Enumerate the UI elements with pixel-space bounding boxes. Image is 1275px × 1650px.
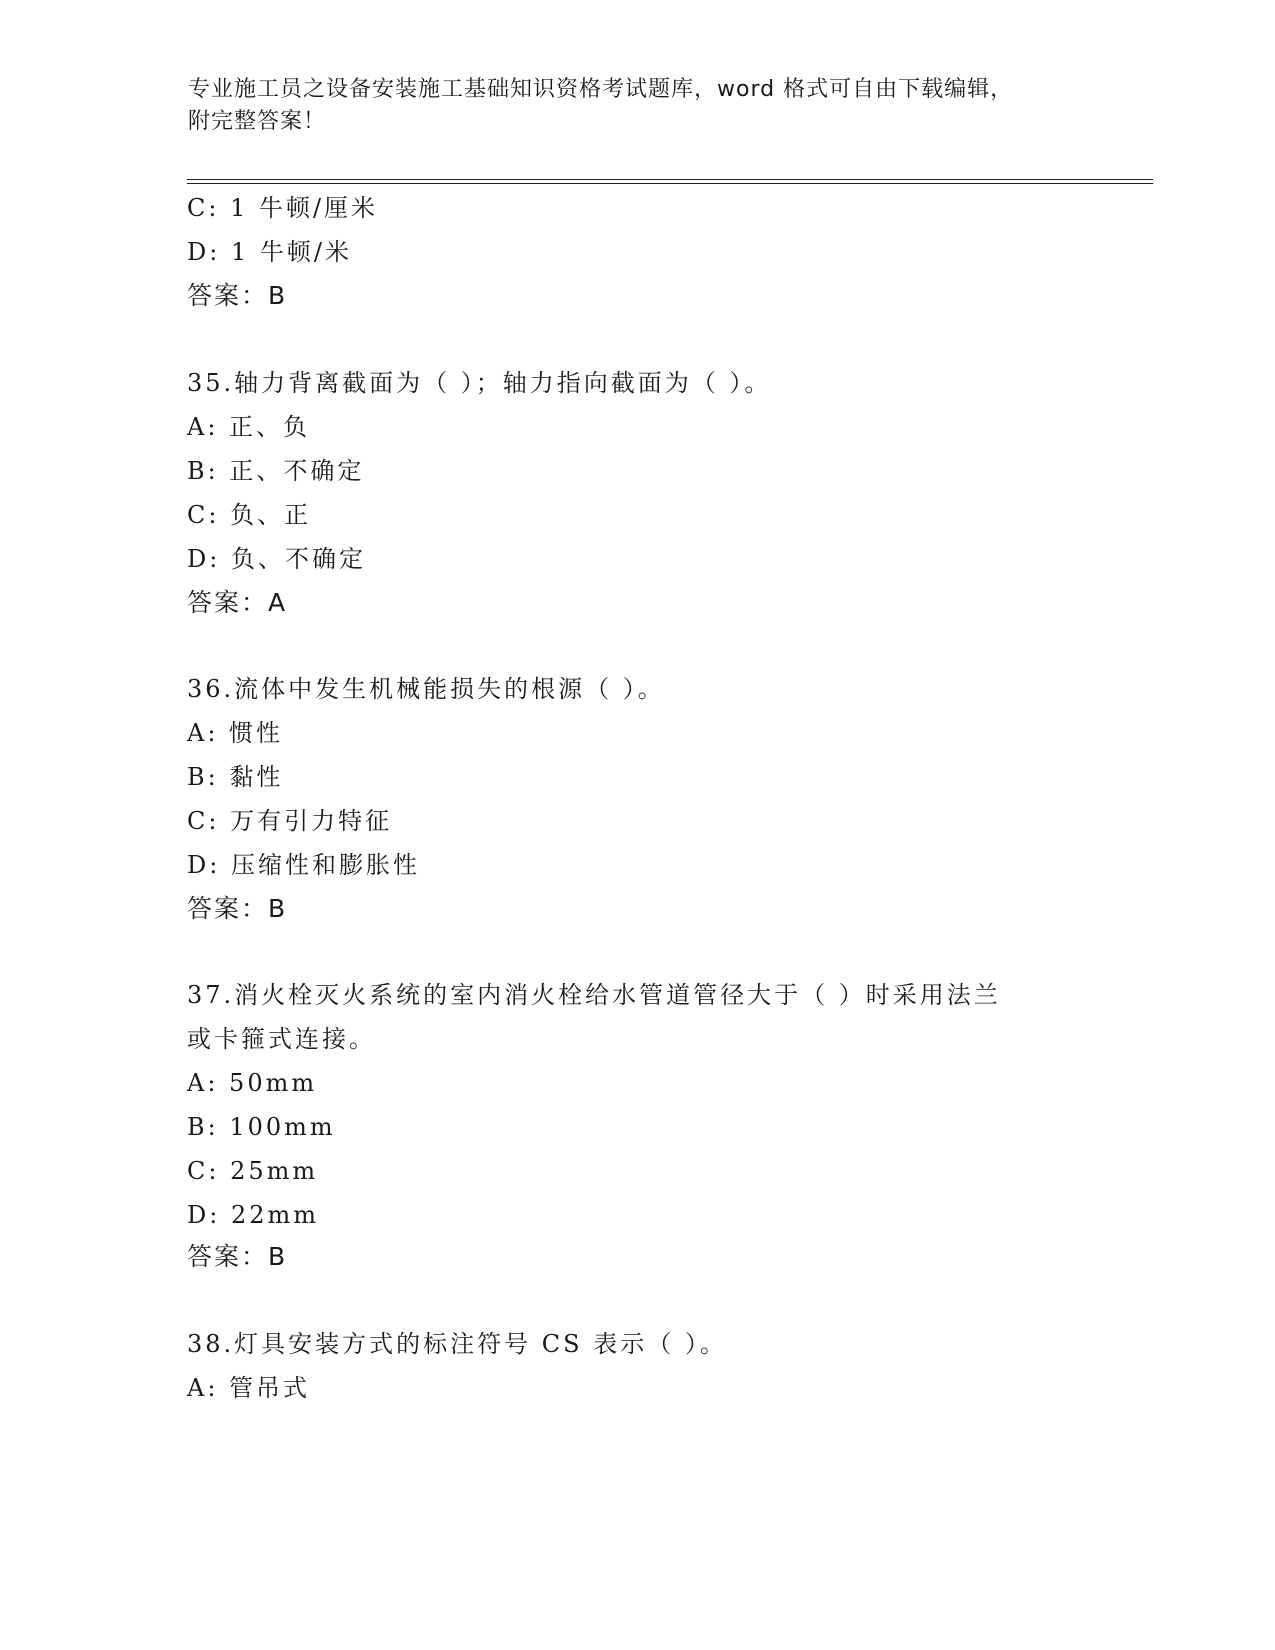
header-divider [187, 179, 1153, 184]
q38-question: 38.灯具安装方式的标注符号 CS 表示（ ）。 [187, 1330, 727, 1358]
q37-answer: 答案：B [187, 1242, 288, 1271]
document-header [188, 74, 1068, 138]
q38-option-a: A: 管吊式 [187, 1374, 311, 1402]
q35-option-d: D: 负、不确定 [187, 545, 366, 573]
q34-option-d: D: 1 牛顿/米 [187, 238, 352, 266]
q37-option-c: C: 25mm [187, 1157, 319, 1185]
q35-answer: 答案：A [187, 588, 288, 617]
q34-option-c: C: 1 牛顿/厘米 [187, 194, 379, 222]
q35-option-b: B: 正、不确定 [187, 457, 365, 485]
q37-question-line-1: 37.消火栓灭火系统的室内消火栓给水管道管径大于（ ）时采用法兰 [187, 981, 1001, 1009]
header-line-1: 专业施工员之设备安装施工基础知识资格考试题库，word 格式可自由下载编辑， [188, 77, 1014, 102]
q34-answer: 答案：B [187, 281, 288, 310]
q35-option-c: C: 负、正 [187, 501, 312, 529]
q37-option-a: A: 50mm [187, 1069, 318, 1097]
q36-option-d: D: 压缩性和膨胀性 [187, 851, 420, 879]
q35-option-a: A: 正、负 [187, 413, 311, 441]
header-line-2: 附完整答案！ [188, 109, 327, 134]
q36-option-a: A: 惯性 [187, 719, 284, 747]
q35-question: 35.轴力背离截面为（ ）；轴力指向截面为（ ）。 [187, 369, 772, 397]
q37-question-line-2: 或卡箍式连接。 [187, 1025, 376, 1053]
q36-question: 36.流体中发生机械能损失的根源（ ）。 [187, 675, 665, 703]
q36-option-b: B: 黏性 [187, 763, 284, 791]
q36-option-c: C: 万有引力特征 [187, 807, 393, 835]
q36-answer: 答案：B [187, 894, 288, 923]
q37-option-d: D: 22mm [187, 1201, 320, 1229]
q37-option-b: B: 100mm [187, 1113, 336, 1141]
